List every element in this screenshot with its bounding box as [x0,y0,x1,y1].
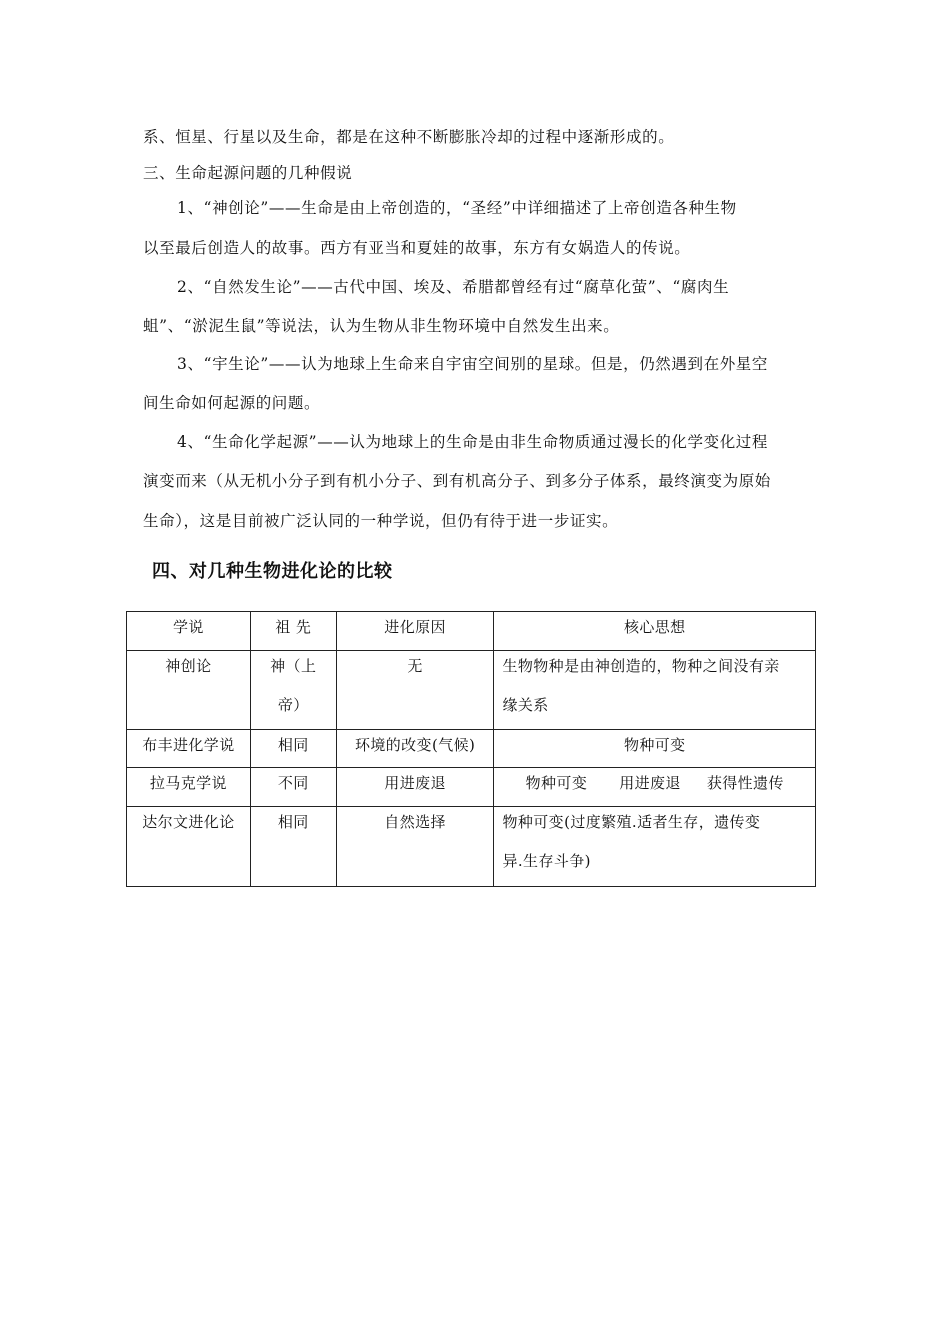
idea-item: 用进废退 [619,774,681,792]
cause-cell: 无 [336,651,494,730]
cause-cell: 用进废退 [336,768,494,807]
header-cell: 学说 [127,612,251,651]
paragraph-line: 蛆”、“淤泥生鼠”等说法，认为生物从非生物环境中自然发生出来。 [143,317,620,335]
cell-line: 帝） [277,696,309,714]
comparison-table [126,611,816,887]
theory-cell: 神创论 [127,651,251,730]
theory-cell: 拉马克学说 [127,768,251,807]
paragraph-line: 2、“自然发生论”——古代中国、埃及、希腊都曾经有过“腐草化萤”、“腐肉生 [177,278,730,296]
paragraph-line: 系、恒星、行星以及生命，都是在这种不断膨胀冷却的过程中逐渐形成的。 [143,128,675,146]
cell-line: 异.生存斗争) [502,852,591,870]
paragraph-line: 以至最后创造人的故事。西方有亚当和夏娃的故事，东方有女娲造人的传说。 [143,239,691,257]
table-row [127,730,816,768]
idea-item: 获得性遗传 [706,774,784,792]
section-title: 三、生命起源问题的几种假说 [143,164,353,182]
cell-line: 缘关系 [502,696,549,714]
cell-line: 生物物种是由神创造的，物种之间没有亲 [502,657,780,675]
paragraph-line: 3、“宇生论”——认为地球上生命来自宇宙空间别的星球。但是，仍然遇到在外星空 [177,355,769,373]
paragraph-line: 演变而来（从无机小分子到有机小分子、到有机高分子、到多分子体系，最终演变为原始 [143,472,771,490]
cause-cell: 环境的改变(气候) [336,730,494,768]
paragraph-line: 4、“生命化学起源”——认为地球上的生命是由非生命物质通过漫长的化学变化过程 [177,433,769,451]
paragraph-line: 间生命如何起源的问题。 [143,394,321,412]
paragraph-line: 生命），这是目前被广泛认同的一种学说，但仍有待于进一步证实。 [143,512,619,530]
ancestor-cell: 相同 [250,807,336,887]
table-row [127,768,816,807]
idea-cell [494,768,816,807]
cell-line: 物种可变(过度繁殖.适者生存，遗传变 [502,813,761,831]
table-row [127,807,816,887]
ancestor-cell: 相同 [250,730,336,768]
cause-cell: 自然选择 [336,807,494,887]
idea-cell [494,651,816,730]
theory-cell: 达尔文进化论 [127,807,251,887]
idea-cell [494,807,816,887]
header-cell: 祖 先 [250,612,336,651]
ancestor-cell: 不同 [250,768,336,807]
table-row [127,651,816,730]
header-cell: 核心思想 [494,612,816,651]
idea-cell: 物种可变 [494,730,816,768]
table-header-row [127,612,816,651]
theory-cell: 布丰进化学说 [127,730,251,768]
cell-line: 神（上 [270,657,317,675]
paragraph-line: 1、“神创论”——生命是由上帝创造的，“圣经”中详细描述了上帝创造各种生物 [177,199,737,217]
ancestor-cell [250,651,336,730]
idea-item: 物种可变 [525,774,588,792]
header-cell: 进化原因 [336,612,494,651]
section-heading: 四、对几种生物进化论的比较 [152,561,393,582]
